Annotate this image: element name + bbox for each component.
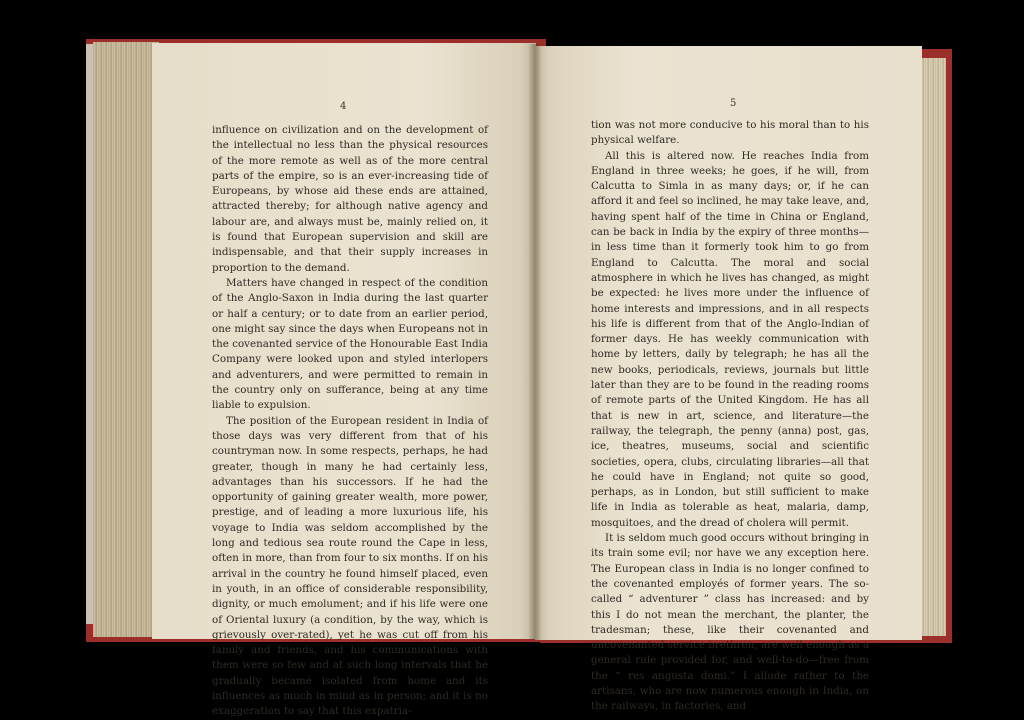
right-page	[535, 46, 922, 713]
right-page-text	[591, 118, 869, 715]
left-paragraph-1: influence on civilization and on the development of the intellectual no less than the physical resources of the more remote as well as of the more central parts of the empire, so is an ever-increasing tide of Europeans, by whose aid these ends are attained, attracted thereby; for although native agency and labour are, and always must be, mainly relied on, it is found that European supervision and skill are indispensable, and that their supply increases in proportion to the demand.	[212, 124, 488, 274]
left-page	[152, 43, 536, 718]
right-paragraph-1: tion was not more conducive to his moral than to his physical welfare.	[591, 119, 869, 147]
page-block-edge-left	[93, 42, 159, 637]
left-paragraph-2: Matters have changed in respect of the condition of the Anglo-Saxon in India during the last quarter or half a century; or to date from an earlier period, one might say since the days when Europeans not in the covenanted service of the Honourable East India Company were looked upon and styled interlopers and adventurers, and were permitted to remain in the country only on sufferance, being at any time liable to expulsion.	[212, 276, 488, 412]
left-page-number: 4	[340, 101, 347, 112]
left-paragraph-3: The position of the European resident in India of those days was very different from that of his countryman now. In some respects, perhaps, he had greater, though in many he had certainly less, advantages than his successors. If he had the opportunity of gaining greater wealth, more power, prestige, and of leading a more luxurious life, his voyage to India was seldom accomplished by the long and tedious sea route round the Cape in less, often in more, than from four to six months. If on his arrival in the country he found himself placed, even in youth, in an office of considerable responsibility, dignity, or much emolument; and if his life were one of Oriental luxury (a condition, by the way, which is grievously over-rated), yet he was cut off from his family and friends, and his communications with them were so few and at such long intervals that he gradually became isolated from home and its influences as much in mind as in person; and it is no exaggeration to say that this expatria-	[212, 414, 488, 718]
left-page-text	[212, 123, 488, 720]
right-paragraph-3: It is seldom much good occurs without bringing in its train some evil; nor have we any exception here. The European class in India is no longer confined to the covenanted employés of former years. The so-called “ adventurer ” class has increased: and by this I do not mean the merchant, the planter, the tradesman; these, like their covenanted and uncovenanted service brethren, are well enough as a general rule provided for, and well-to-do—free from the “ res angusta domi.” I allude rather to the artisans, who are now numerous enough in India, on the railways, in factories, and	[591, 532, 869, 713]
book-spine-gutter	[528, 44, 542, 640]
page-block-edge-right	[920, 58, 946, 636]
right-paragraph-2: All this is altered now. He reaches India from England in three weeks; he goes, if he will, from Calcutta to Simla in as many days; or, if he can afford it and feel so inclined, he may take leave, and, having spent half of the time in China or England, can be back in India by the expiry of three months—in less time than it formerly took him to go from England to Calcutta. The moral and social atmosphere in which he lives has changed, as might be expected: he lives more under the influence of home interests and impressions, and in all respects his life is different from that of the Anglo-Indian of former days. He has weekly communication with home by letters, daily by telegraph; he has all the new books, periodicals, reviews, journals but little later than they are to be found in the reading rooms of remote parts of the United Kingdom. He has all that is new in art, science, and literature—the railway, the telegraph, the penny (anna) post, gas, ice, theatres, museums, social and scientific societies, opera, clubs, circulating libraries—all that he could have in England; not quite so good, perhaps, as in London, but still sufficient to make life in India as tolerable as heat, malaria, damp, mosquitoes, and the dread of cholera will permit.	[591, 149, 869, 529]
right-page-number: 5	[730, 98, 737, 109]
